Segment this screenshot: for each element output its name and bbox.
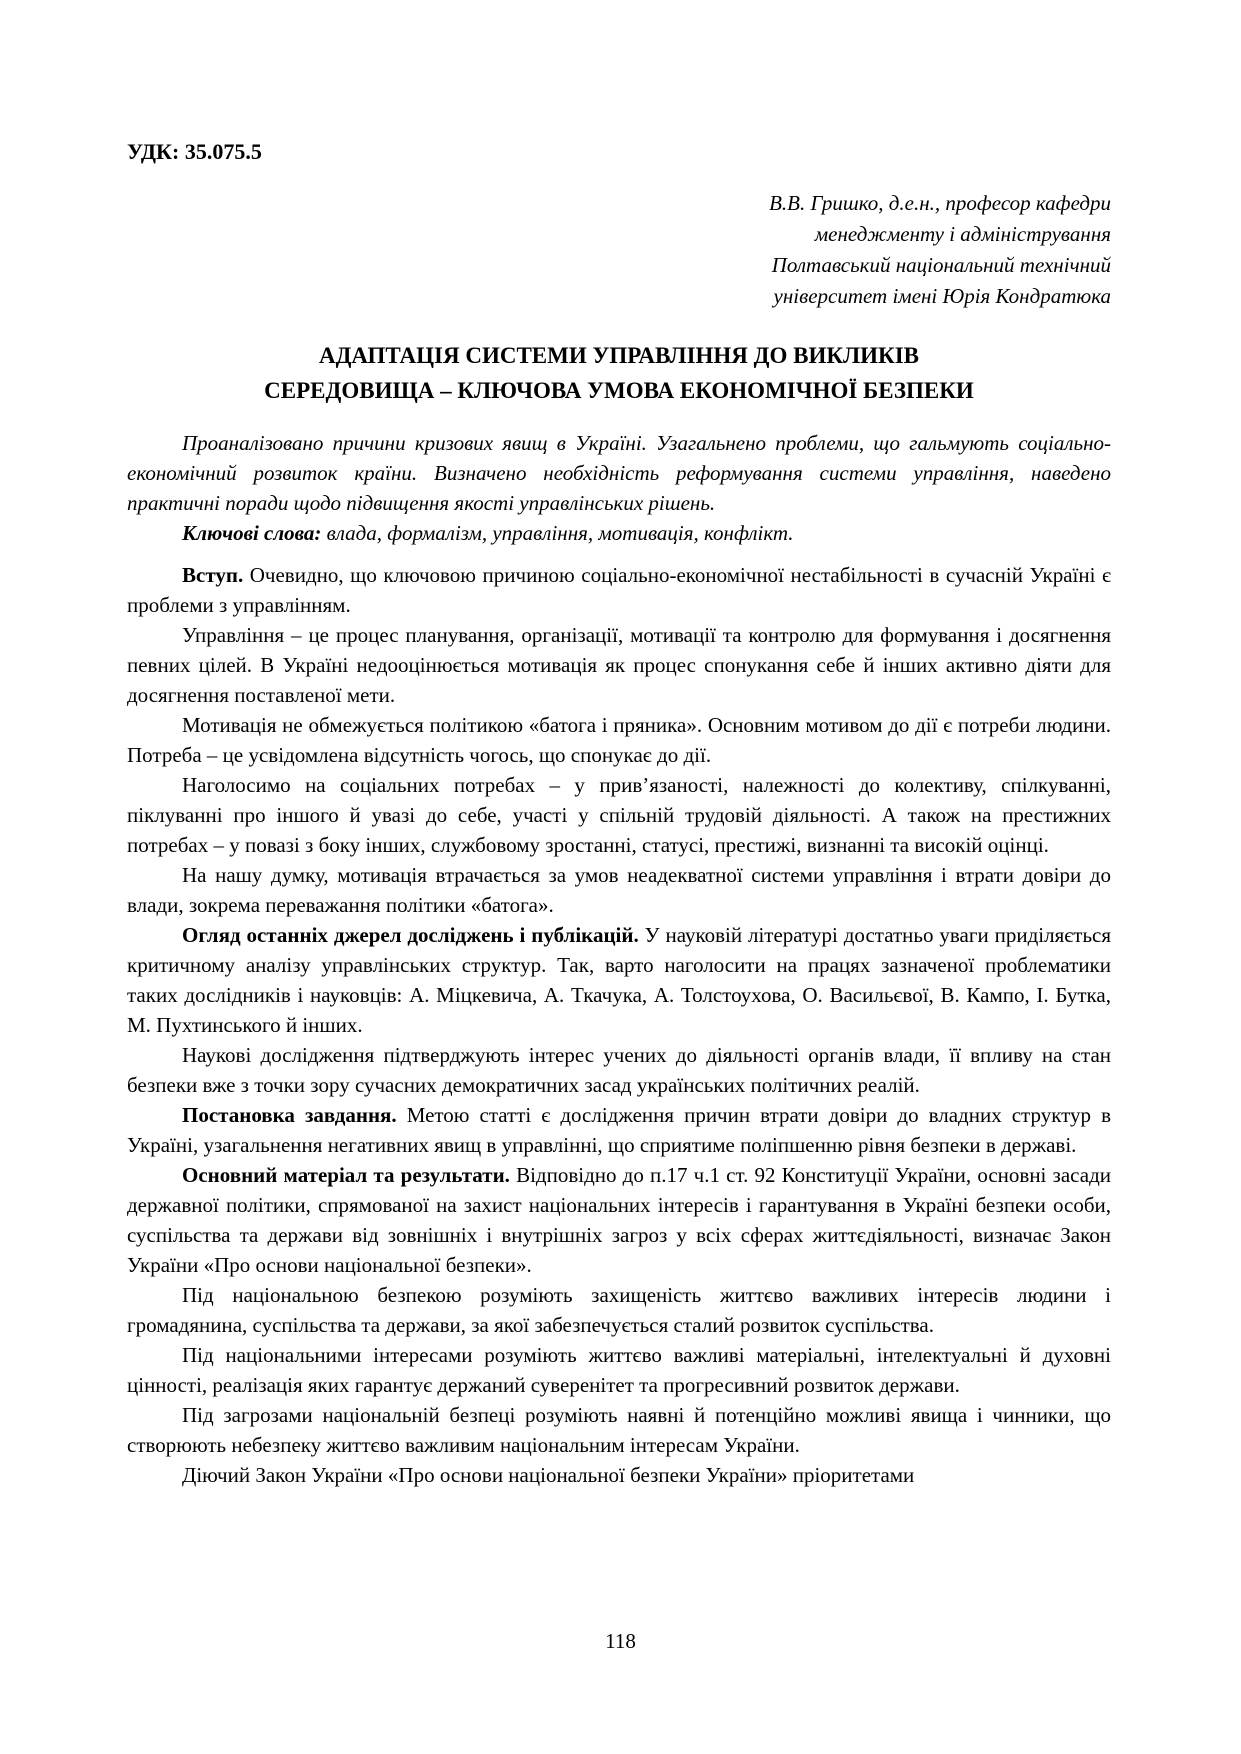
- paragraph-text: На нашу думку, мотивація втрачається за умов неадекватної системи управління і втрати довіри до влади, зокрема переважання політики «батога».: [127, 863, 1111, 917]
- paragraph-text: Відповідно до п.17 ч.1 ст. 92 Конституції України, основні засади державної політики, спрямованої на захист національних інтересів і гарантування в Україні безпеки особи, суспільства та держави від зовнішніх і внутрішніх загроз у всіх сферах життєдіяльності, визначає Закон України «Про основи національної безпеки».: [127, 1163, 1111, 1277]
- paragraph-text: Управління – це процес планування, організації, мотивації та контролю для формування і досягнення певних цілей. В Україні недооцінюється мотивація як процес спонукання себе й інших активно діяти для досягнення поставленої мети.: [127, 623, 1111, 707]
- article-title-line: СЕРЕДОВИЩА – КЛЮЧОВА УМОВА ЕКОНОМІЧНОЇ БЕЗПЕКИ: [264, 378, 974, 403]
- paragraph-text: Наголосимо на соціальних потребах – у прив’язаності, належності до колективу, спілкуванні, піклуванні про іншого й увазі до себе, участі у спільній трудовій діяльності. А також на престижних потребах – у повазі з боку інших, службовому зростанні, статусі, престижі, визнанні та високій оцінці.: [127, 773, 1111, 857]
- abstract: Проаналізовано причини кризових явищ в Україні. Узагальнено проблеми, що гальмують соціально-економічний розвиток країни. Визначено необхідність реформування системи управління, наведено практичні поради щодо підвищення якості управлінських рішень.: [127, 431, 1111, 515]
- body-paragraph: [127, 560, 1111, 620]
- body-paragraph: [127, 920, 1111, 1040]
- page-number: 118: [605, 1629, 636, 1653]
- body-paragraph: [127, 1340, 1111, 1400]
- article-title: [127, 338, 1111, 408]
- author-line: менеджменту і адміністрування: [814, 222, 1111, 246]
- body-paragraph: [127, 710, 1111, 770]
- body-paragraph: [127, 770, 1111, 860]
- paragraph-text: У науковій літературі достатньо уваги приділяється критичному аналізу управлінських структур. Так, варто наголосити на працях зазначеної проблематики таких дослідників і науковців: А. Міцкевича, А. Ткачука, А. Толстоухова, О. Васильєвої, В. Кампо, І. Бутка, М. Пухтинського й інших.: [127, 923, 1111, 1037]
- paragraph-text: Під загрозами національній безпеці розуміють наявні й потенційно можливі явища і чинники, що створюють небезпеку життєво важливим національним інтересам України.: [127, 1403, 1111, 1457]
- section-heading: Огляд останніх джерел досліджень і публікацій.: [182, 923, 639, 947]
- body-paragraph: [127, 620, 1111, 710]
- paragraph-text: Діючий Закон України «Про основи національної безпеки України» пріоритетами: [182, 1463, 915, 1487]
- keywords: [127, 518, 1111, 548]
- author-line: Полтавський національний технічний: [771, 253, 1111, 277]
- keywords-text: влада, формалізм, управління, мотивація, конфлікт.: [321, 521, 794, 545]
- article-title-line: АДАПТАЦІЯ СИСТЕМИ УПРАВЛІННЯ ДО ВИКЛИКІВ: [318, 343, 920, 368]
- udc-code: УДК: 35.075.5: [127, 139, 262, 164]
- paragraph-text: Очевидно, що ключовою причиною соціально-економічної нестабільності в сучасній Україні є проблеми з управлінням.: [127, 563, 1111, 617]
- paragraph-text: Наукові дослідження підтверджують інтерес учених до діяльності органів влади, її впливу на стан безпеки вже з точки зору сучасних демократичних засад українських політичних реалій.: [127, 1043, 1111, 1097]
- author-line: В.В. Гришко, д.е.н., професор кафедри: [769, 191, 1111, 215]
- body-paragraph: [127, 1160, 1111, 1280]
- paragraph-text: Мотивація не обмежується політикою «батога і пряника». Основним мотивом до дії є потреби людини. Потреба – це усвідомлена відсутність чогось, що спонукає до дії.: [127, 713, 1111, 767]
- body-paragraph: [127, 1100, 1111, 1160]
- body-paragraph: [127, 1400, 1111, 1460]
- section-heading: Основний матеріал та результати.: [182, 1163, 510, 1187]
- paragraph-text: Під національними інтересами розуміють життєво важливі матеріальні, інтелектуальні й духовні цінності, реалізація яких гарантує держаний суверенітет та прогресивний розвиток держави.: [127, 1343, 1111, 1397]
- keywords-label: Ключові слова:: [182, 521, 322, 545]
- paragraph-text: Під національною безпекою розуміють захищеність життєво важливих інтересів людини і громадянина, суспільства та держави, за якої забезпечується сталий розвиток суспільства.: [127, 1283, 1111, 1337]
- section-heading: Вступ.: [182, 563, 244, 587]
- section-heading: Постановка завдання.: [182, 1103, 397, 1127]
- paragraph-text: Метою статті є дослідження причин втрати довіри до владних структур в Україні, узагальнення негативних явищ в управлінні, що сприятиме поліпшенню рівня безпеки в державі.: [127, 1103, 1111, 1157]
- body-paragraph: [127, 1040, 1111, 1100]
- author-block: [127, 188, 1111, 312]
- author-line: університет імені Юрія Кондратюка: [773, 284, 1111, 308]
- body-paragraph: [127, 1460, 1111, 1490]
- body-paragraph: [127, 860, 1111, 920]
- body-paragraph: [127, 1280, 1111, 1340]
